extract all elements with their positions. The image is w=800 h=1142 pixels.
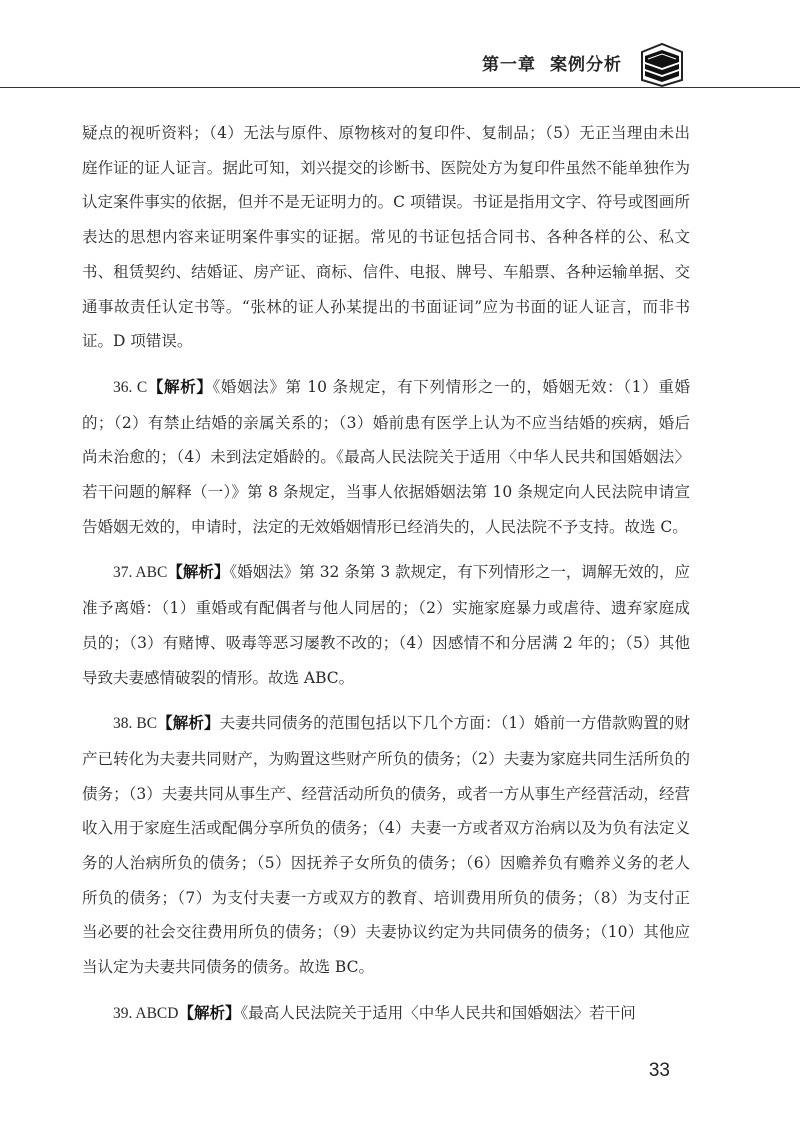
answer-39	[82, 996, 690, 1032]
answer-text: 《婚姻法》第 10 条规定，有下列情形之一的，婚姻无效：（1）重婚的；（2）有禁止结婚的亲属关系的；（3）婚前患有医学上认为不应当结婚的疾病，婚后尚未治愈的；（4）未到法定婚龄的。《最高人民法院关于适用〈中华人民共和国婚姻法〉若干问题的解释（一）》第 8 条规定，当事人依据婚姻法第 10 条规定向人民法院申请宣告婚姻无效的，申请时，法定的无效婚姻情形已经消失的，人民法院不予支持。故选 C。	[82, 377, 690, 536]
paragraph-text: 疑点的视听资料；（4）无法与原件、原物核对的复印件、复制品；（5）无正当理由未出庭作证的证人证言。据此可知，刘兴提交的诊断书、医院处方为复印件虽然不能单独作为认定案件事实的依据，但并不是无证明力的。C 项错误。书证是指用文字、符号或图画所表达的思想内容来证明案件事实的证据。常见的书证包括合同书、各种各样的公、私文书、租赁契约、结婚证、房产证、商标、信件、电报、牌号、车船票、各种运输单据、交通事故责任认定书等。“张林的证人孙某提出的书面证词”应为书面的证人证言，而非书证。D 项错误。	[82, 124, 690, 351]
analysis-tag: 【解析】	[178, 1003, 241, 1022]
answer-text: 夫妻共同债务的范围包括以下几个方面：（1）婚前一方借款购置的财产已转化为夫妻共同财产，为购置这些财产所负的债务；（2）夫妻为家庭共同生活所负的债务；（3）夫妻共同从事生产、经营活动所负的债务，或者一方从事生产经营活动，经营收入用于家庭生活或配偶分享所负的债务；（4）夫妻一方或者双方治病以及为负有法定义务的人治病所负的债务；（5）因抚养子女所负的债务；（6）因赡养负有赡养义务的老人所负的债务；（7）为支付夫妻一方或双方的教育、培训费用所负的债务；（8）为支付正当必要的社会交往费用所负的债务；（9）夫妻协议约定为共同债务的债务；（10）其他应当认定为夫妻共同债务的债务。故选 BC。	[82, 714, 690, 977]
page-number: 33	[648, 1060, 670, 1081]
answer-37	[82, 555, 690, 695]
chapter-label: 第一章	[482, 55, 536, 75]
answer-number: 39. ABCD	[113, 1004, 179, 1022]
running-header	[482, 50, 622, 75]
analysis-tag: 【解析】	[157, 714, 220, 733]
analysis-tag: 【解析】	[147, 377, 213, 396]
header-divider	[0, 87, 800, 88]
section-label: 案例分析	[550, 55, 622, 75]
answer-number: 38. BC	[113, 715, 158, 733]
answer-number: 37. ABC	[113, 564, 168, 582]
answer-number: 36. C	[113, 378, 148, 396]
analysis-tag: 【解析】	[167, 563, 230, 582]
answer-36	[82, 370, 690, 545]
answer-text: 《婚姻法》第 32 条第 3 款规定，有下列情形之一，调解无效的，应准予离婚：（1）重婚或有配偶者与他人同居的；（2）实施家庭暴力或虐待、遗弃家庭成员的；（3）有赌博、吸毒等恶习屡教不改的；（4）因感情不和分居满 2 年的；（5）其他导致夫妻感情破裂的情形。故选 ABC。	[82, 563, 690, 687]
answer-text: 《最高人民法院关于适用〈中华人民共和国婚姻法〉若干问	[240, 1003, 636, 1022]
page-body	[82, 116, 690, 1043]
paragraph-continued	[82, 116, 690, 359]
books-icon	[636, 42, 688, 88]
answer-38	[82, 706, 690, 985]
